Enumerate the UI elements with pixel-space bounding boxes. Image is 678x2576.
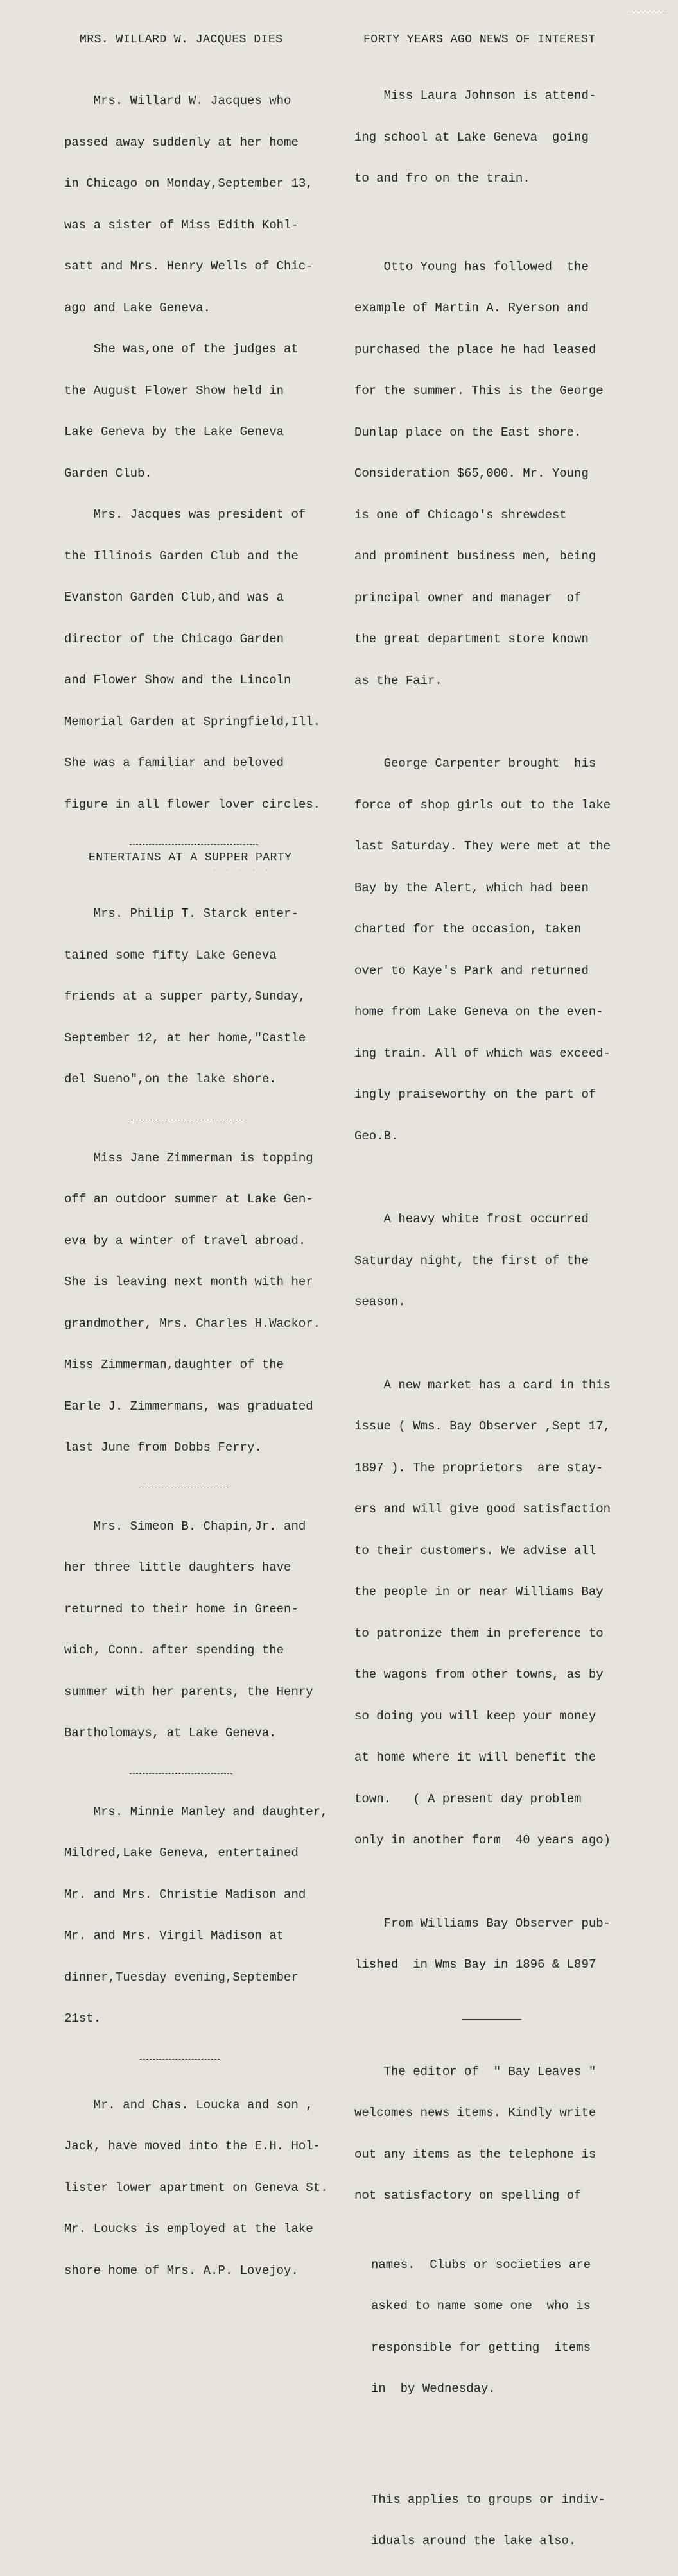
text-line: issue ( Wms. Bay Observer ,Sept 17, [354,1419,611,1433]
text-line: shore home of Mrs. A.P. Lovejoy. [64,2263,299,2278]
text-line: lister lower apartment on Geneva St. [64,2180,328,2195]
young-article [354,233,645,716]
text-line: force of shop girls out to the lake [354,798,611,812]
text-line: Mrs. Jacques was president of [64,508,306,522]
text-line: She was a familiar and beloved [64,756,284,770]
left-column [64,32,353,2305]
text-line: ago and Lake Geneva. [64,300,211,315]
text-line: charted for the occasion, taken [354,922,582,936]
text-line: 21st. [64,2011,101,2026]
text-line: September 12, at her home,"Castle [64,1030,306,1045]
text-line: The editor of " Bay Leaves " [354,2064,596,2079]
johnson-article [354,62,645,214]
text-line: lished in Wms Bay in 1896 & L897 [354,1958,596,1972]
editor-notice-indented [354,2231,645,2424]
text-line: at home where it will benefit the [354,1750,596,1764]
text-line: Lake Geneva by the Lake Geneva [64,425,284,439]
text-line: A new market has a card in this [354,1378,611,1392]
text-line: names. Clubs or societies are [371,2257,591,2272]
text-line: to and fro on the train. [354,171,530,185]
text-line: purchased the place he had leased [354,342,596,357]
text-line: so doing you will keep your money [354,1709,596,1723]
text-line: out any items as the telephone is [354,2147,596,2162]
text-line: Miss Laura Johnson is attend- [354,89,596,103]
text-line: example of Martin A. Ryerson and [354,301,589,315]
text-line: director of the Chicago Garden [64,631,284,646]
section-divider [130,844,258,845]
text-line: She was,one of the judges at [64,342,299,356]
text-line: for the summer. This is the George [354,384,604,398]
source-note [354,1889,645,2000]
text-line: Dunlap place on the East shore. [354,425,582,439]
text-line: asked to name some one who is [371,2299,591,2313]
text-line: Earle J. Zimmermans, was graduated [64,1399,313,1413]
text-line: She is leaving next month with her [64,1275,313,1289]
text-line: 1897 ). The proprietors are stay- [354,1460,604,1475]
text-line: summer with her parents, the Henry [64,1684,313,1699]
text-line: Otto Young has followed the [354,259,589,274]
market-article [354,1351,645,1875]
groups-notice [354,2466,645,2576]
starck-article [64,880,353,1114]
text-line: returned to their home in Green- [64,1601,299,1616]
section-divider [130,1773,232,1774]
text-line: is one of Chicago's shrewdest [354,508,567,522]
text-line: only in another form 40 years ago) [354,1833,611,1847]
faint-footer-mark: · · · · · [212,866,271,875]
text-line: Geo.B. [354,1129,399,1143]
text-line: Mrs. Philip T. Starck enter- [64,907,299,921]
text-line: A heavy white frost occurred [354,1212,589,1226]
text-line: was a sister of Miss Edith Kohl- [64,218,299,232]
text-line: eva by a winter of travel abroad. [64,1233,306,1248]
text-line: del Sueno",on the lake shore. [64,1072,277,1086]
text-line: ers and will give good satisfaction [354,1502,611,1516]
text-line: This applies to groups or indiv- [371,2492,605,2507]
text-line: welcomes news items. Kindly write [354,2106,596,2120]
chapin-article [64,1492,353,1768]
text-line: the August Flower Show held in [64,383,284,398]
text-line: in Chicago on Monday,September 13, [64,176,313,191]
text-line: and prominent business men, being [354,549,596,563]
text-line: Evanston Garden Club,and was a [64,590,284,604]
text-line: dinner,Tuesday evening,September [64,1970,299,1984]
text-line: in by Wednesday. [371,2382,496,2396]
jacques-headline: MRS. WILLARD W. JACQUES DIES [80,33,283,46]
text-line: over to Kaye's Park and returned [354,963,589,978]
text-line: the wagons from other towns, as by [354,1668,604,1682]
jacques-article [64,67,353,839]
text-line: the Illinois Garden Club and the [64,549,299,563]
right-column [354,32,645,2576]
text-line: Mrs. Willard W. Jacques who [64,94,291,108]
text-line: Mrs. Minnie Manley and daughter, [64,1804,328,1819]
text-line: last June from Dobbs Ferry. [64,1440,262,1454]
text-line: ing train. All of which was exceed- [354,1046,611,1061]
text-line: not satisfactory on spelling of [354,2188,582,2203]
text-line: passed away suddenly at her home [64,135,299,149]
supper-party-headline: ENTERTAINS AT A SUPPER PARTY [89,851,292,864]
text-line: off an outdoor summer at Lake Gen- [64,1192,313,1206]
text-line: satt and Mrs. Henry Wells of Chic- [64,259,313,273]
text-line: ing school at Lake Geneva going [354,130,589,144]
text-line: responsible for getting items [371,2340,591,2355]
manley-article [64,1778,353,2054]
text-line: Mr. and Mrs. Christie Madison and [64,1887,306,1902]
text-line: Consideration $65,000. Mr. Young [354,466,589,481]
text-line: wich, Conn. after spending the [64,1643,284,1657]
text-line: Mr. Loucks is employed at the lake [64,2222,313,2236]
text-line: season. [354,1295,406,1309]
text-line: ingly praiseworthy on the part of [354,1088,596,1102]
text-line: From Williams Bay Observer pub- [354,1916,611,1931]
text-line: as the Fair. [354,673,442,688]
text-line: iduals around the lake also. [371,2534,577,2548]
zimmerman-article [64,1124,353,1483]
text-line: and Flower Show and the Lincoln [64,673,291,687]
text-line: principal owner and manager of [354,590,582,605]
text-line: figure in all flower lover circles. [64,797,321,812]
text-line: Bay by the Alert, which had been [354,880,589,895]
text-line: the great department store known [354,632,589,646]
text-line: town. ( A present day problem [354,1791,582,1806]
text-line: last Saturday. They were met at the [354,839,611,853]
section-divider [462,2019,521,2020]
text-line: Garden Club. [64,466,152,481]
text-line: her three little daughters have [64,1560,291,1574]
forty-years-headline: FORTY YEARS AGO NEWS OF INTEREST [363,33,596,46]
text-line: friends at a supper party,Sunday, [64,989,306,1003]
text-line: tained some fifty Lake Geneva [64,948,277,962]
text-line: Memorial Garden at Springfield,Ill. [64,714,321,729]
text-line: grandmother, Mrs. Charles H.Wackor. [64,1316,321,1331]
text-line: Miss Jane Zimmerman is topping [64,1150,313,1165]
text-line: Saturday night, the first of the [354,1253,589,1268]
text-line: George Carpenter brought his [354,756,596,771]
text-line: Mr. and Mrs. Virgil Madison at [64,1929,284,1943]
text-line: Miss Zimmerman,daughter of the [64,1358,284,1372]
text-line: home from Lake Geneva on the even- [354,1005,604,1019]
loucka-article [64,2071,353,2306]
frost-article [354,1185,645,1337]
text-line: Bartholomays, at Lake Geneva. [64,1726,277,1740]
text-line: to their customers. We advise all [354,1543,596,1558]
text-line: Mrs. Simeon B. Chapin,Jr. and [64,1519,306,1533]
section-divider [140,2059,220,2060]
carpenter-article [354,729,645,1171]
text-line: Jack, have moved into the E.H. Hol- [64,2139,321,2153]
text-line: Mr. and Chas. Loucka and son , [64,2097,313,2112]
text-line: the people in or near Williams Bay [354,1585,604,1599]
text-line: to patronize them in preference to [354,1626,604,1641]
text-line: Mildred,Lake Geneva, entertained [64,1846,299,1860]
editor-notice [354,2038,645,2452]
